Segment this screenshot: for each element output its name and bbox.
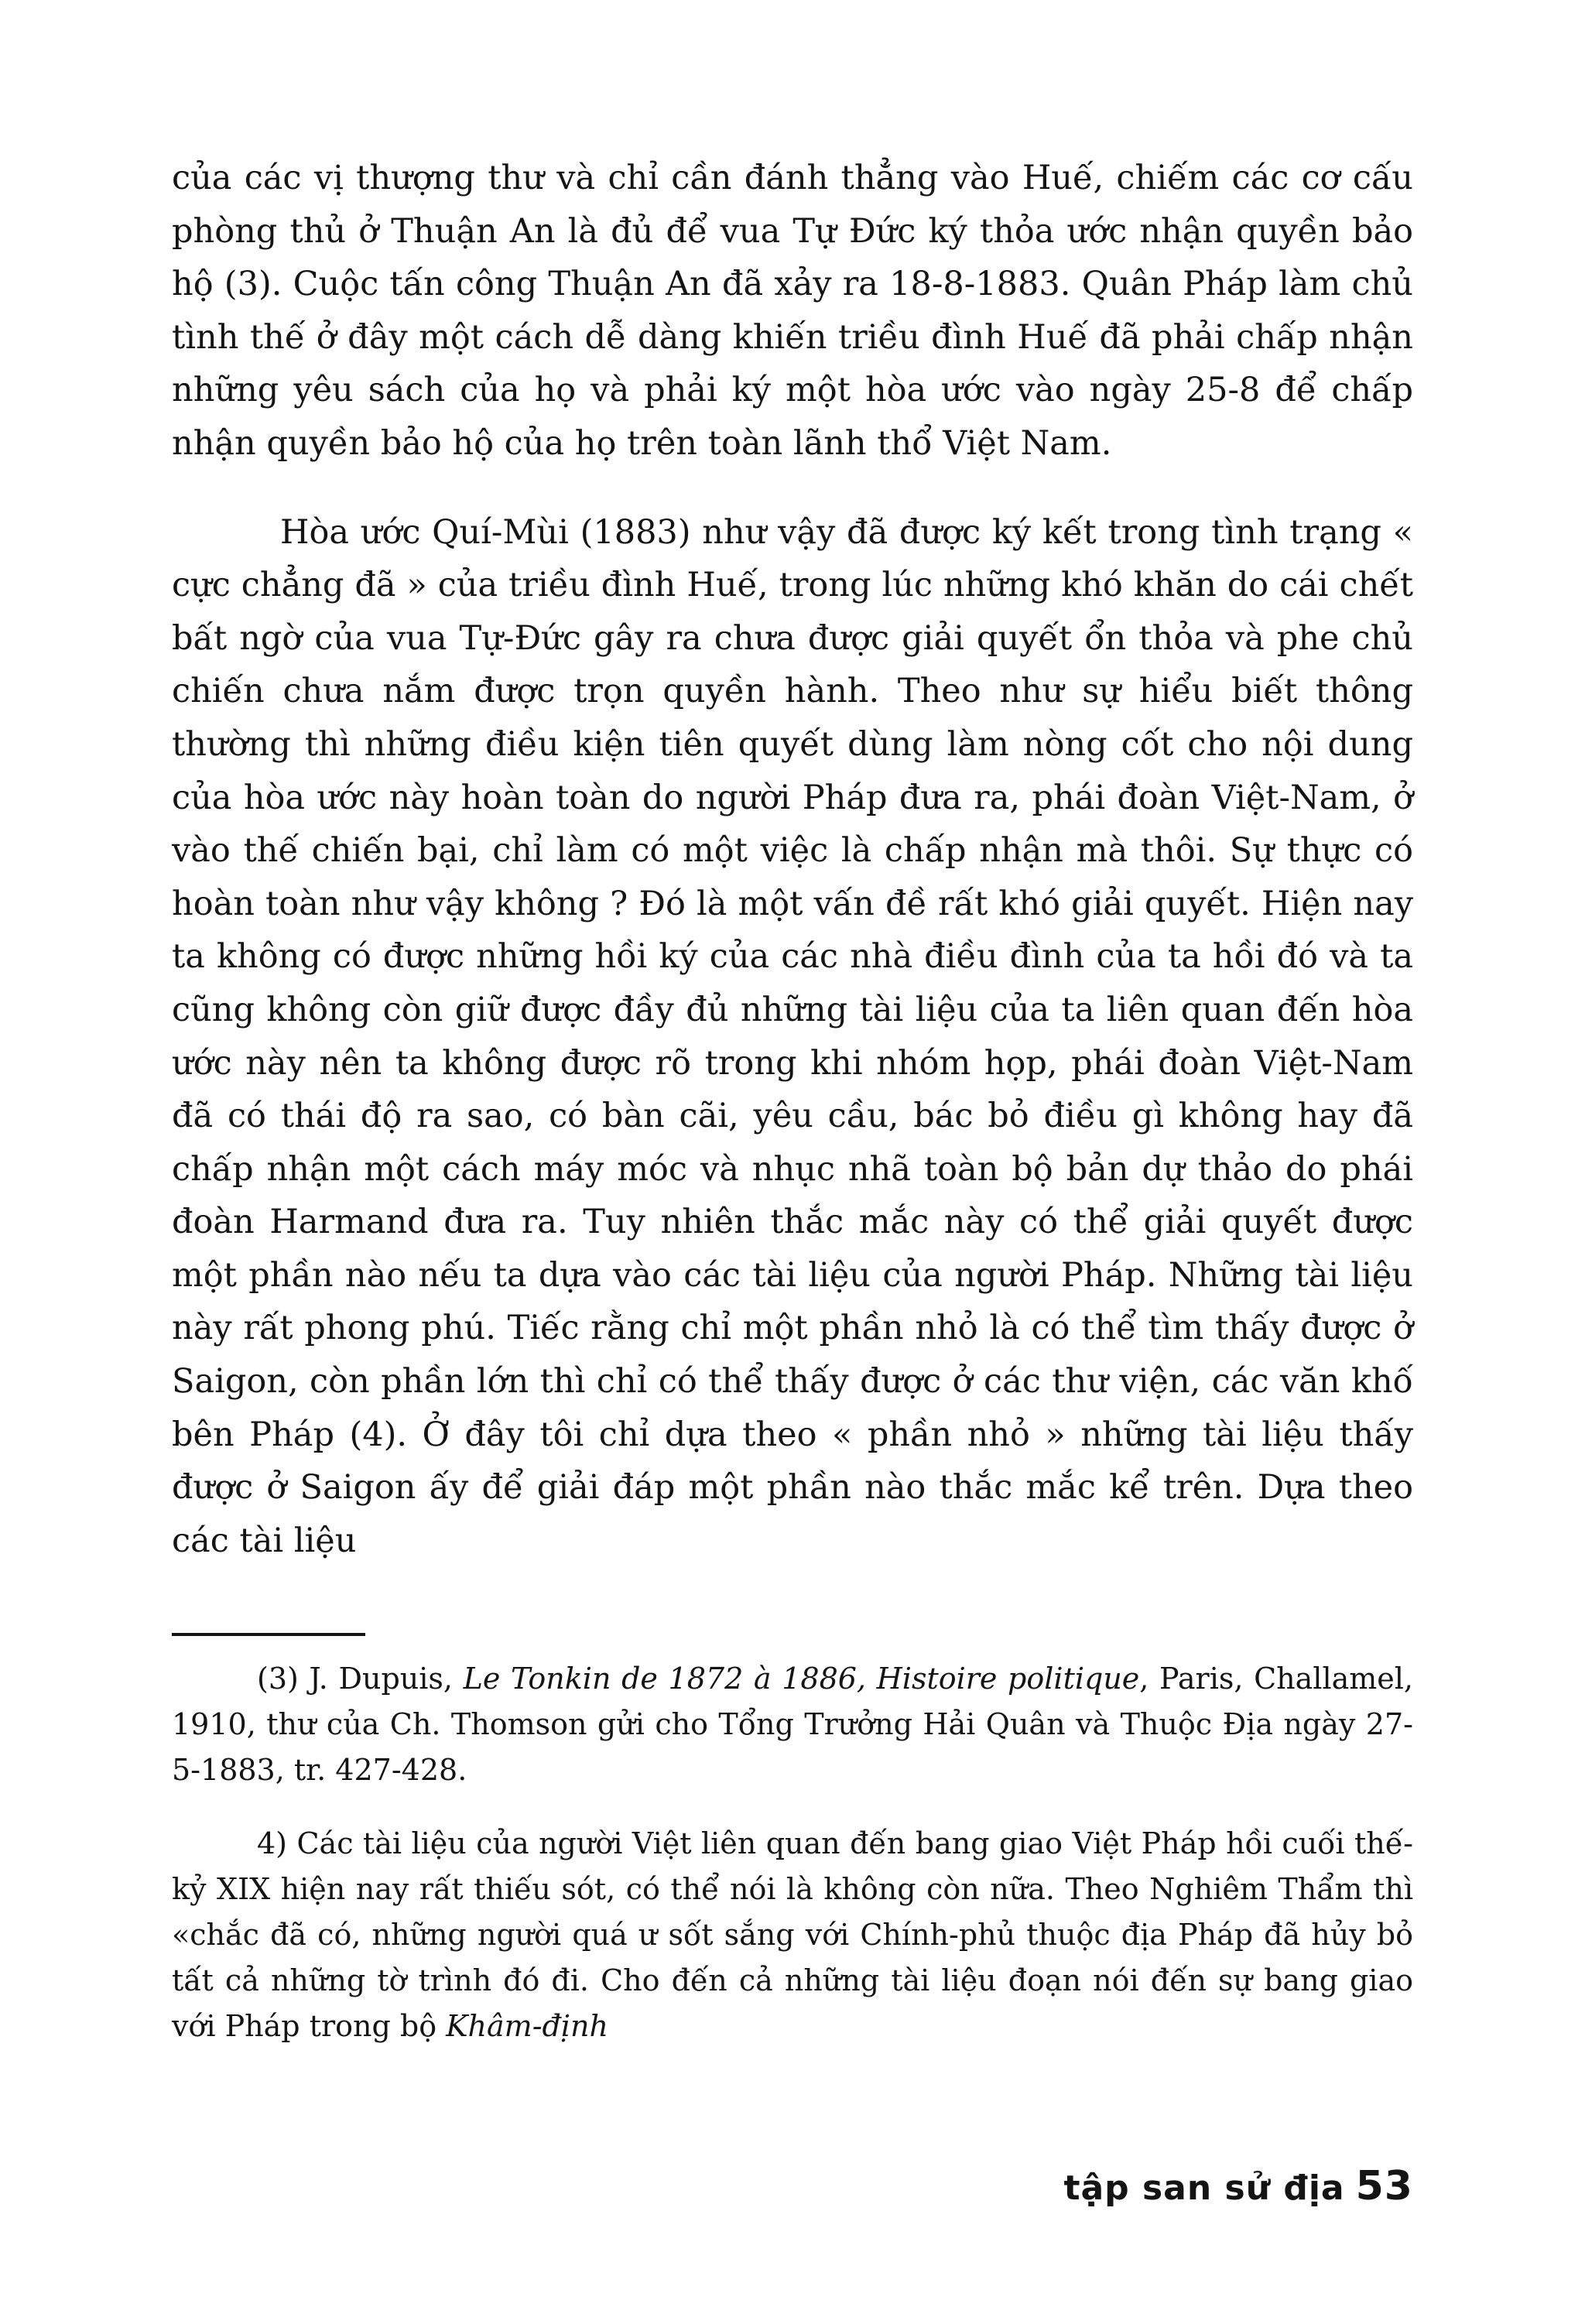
page-footer [1063, 2163, 1413, 2209]
footnote-3 [172, 1656, 1413, 1793]
footnote-3-title: Le Tonkin de 1872 à 1886, Histoire politique [463, 1662, 1140, 1696]
page-number: 53 [1355, 2163, 1413, 2209]
footnote-3-lead: (3) J. Dupuis, [257, 1662, 464, 1696]
footnote-4-lead: 4) Các tài liệu của người Việt liên quan đến bang giao Việt Pháp hồi cuối thế-kỷ XIX hiện nay rất thiếu sót, có thể nói là không còn nữa. Theo Nghiêm Thẩm thì «chắc đã có, những người quá ư sốt sắng với Chính-phủ thuộc địa Pháp đã hủy bỏ tất cả những tờ trình đó đi. Cho đến cả những tài liệu đoạn nói đến sự bang giao với Pháp trong bộ [172, 1826, 1413, 2043]
footnote-rule [172, 1633, 365, 1636]
journal-name: tập san sử địa [1063, 2168, 1345, 2208]
footnotes [172, 1656, 1413, 2049]
footnote-3-rest: , Paris, Challamel, 1910, thư của Ch. Thomson gửi cho Tổng Trưởng Hải Quân và Thuộc Địa ngày 27-5-1883, tr. 427-428. [172, 1662, 1414, 1787]
footnote-4 [172, 1821, 1413, 2049]
footnote-gap [172, 1793, 1413, 1821]
paragraph-2: Hòa ước Quí-Mùi (1883) như vậy đã được ký kết trong tình trạng « cực chẳng đã » của triều đình Huế, trong lúc những khó khăn do cái chết bất ngờ của vua Tự-Đức gây ra chưa được giải quyết ổn thỏa và phe chủ chiến chưa nắm được trọn quyền hành. Theo như sự hiểu biết thông thường thì những điều kiện tiên quyết dùng làm nòng cốt cho nội dung của hòa ước này hoàn toàn do người Pháp đưa ra, phái đoàn Việt-Nam, ở vào thế chiến bại, chỉ làm có một việc là chấp nhận mà thôi. Sự thực có hoàn toàn như vậy không ? Đó là một vấn đề rất khó giải quyết. Hiện nay ta không có được những hồi ký của các nhà điều đình của ta hồi đó và ta cũng không còn giữ được đầy đủ những tài liệu của ta liên quan đến hòa ước này nên ta không được rõ trong khi nhóm họp, phái đoàn Việt-Nam đã có thái độ ra sao, có bàn cãi, yêu cầu, bác bỏ điều gì không hay đã chấp nhận một cách máy móc và nhục nhã toàn bộ bản dự thảo do phái đoàn Harmand đưa ra. Tuy nhiên thắc mắc này có thể giải quyết được một phần nào nếu ta dựa vào các tài liệu của người Pháp. Những tài liệu này rất phong phú. Tiếc rằng chỉ một phần nhỏ là có thể tìm thấy được ở Saigon, còn phần lớn thì chỉ có thể thấy được ở các thư viện, các văn khố bên Pháp (4). Ở đây tôi chỉ dựa theo « phần nhỏ » những tài liệu thấy được ở Saigon ấy để giải đáp một phần nào thắc mắc kể trên. Dựa theo các tài liệu [172, 512, 1413, 1560]
footnote-4-italic: Khâm-định [446, 2009, 608, 2043]
paragraph-1: của các vị thượng thư và chỉ cần đánh thẳng vào Huế, chiếm các cơ cấu phòng thủ ở Thuận An là đủ để vua Tự Đức ký thỏa ước nhận quyền bảo hộ (3). Cuộc tấn công Thuận An đã xảy ra 18-8-1883. Quân Pháp làm chủ tình thế ở đây một cách dễ dàng khiến triều đình Huế đã phải chấp nhận những yêu sách của họ và phải ký một hòa ước vào ngày 25-8 để chấp nhận quyền bảo hộ của họ trên toàn lãnh thổ Việt Nam. [172, 159, 1413, 463]
paragraph-gap [172, 471, 1413, 506]
main-text [172, 152, 1413, 1567]
